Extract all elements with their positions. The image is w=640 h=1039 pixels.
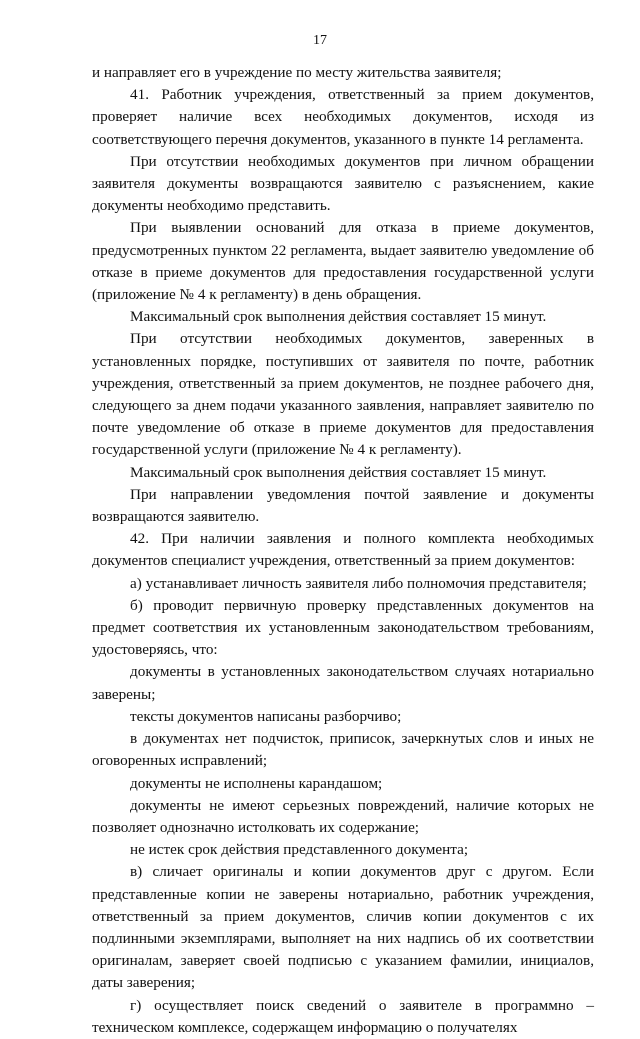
- check-no-damage: документы не имеют серьезных повреждений, наличие которых не позволяет однозначно истолковать их содержание;: [92, 796, 594, 836]
- list-item-a: а) устанавливает личность заявителя либо полномочия представителя;: [130, 574, 587, 592]
- list-item-g: г) осуществляет поиск сведений о заявителе в программно – техническом комплексе, содержащем информацию о получателях: [92, 996, 594, 1036]
- paragraph-missing-docs-personal: При отсутствии необходимых документов при личном обращении заявителя документы возвращаются заявителю с разъяснением, какие документы необходимо представить.: [92, 152, 594, 215]
- page-number: 17: [313, 33, 327, 48]
- paragraph-return-by-mail: При направлении уведомления почтой заявление и документы возвращаются заявителю.: [92, 485, 594, 526]
- paragraph-max-time-2: Максимальный срок выполнения действия составляет 15 минут.: [130, 463, 547, 481]
- paragraph-continuation: и направляет его в учреждение по месту жительства заявителя;: [92, 64, 502, 81]
- paragraph-42: 42. При наличии заявления и полного комплекта необходимых документов специалист учреждения, ответственный за прием документов:: [92, 530, 594, 570]
- paragraph-missing-docs-mail: При отсутствии необходимых документов, заверенных в установленных порядке, поступивших от заявителя по почте, работник учреждения, ответственный за прием документов, не позднее рабочего дня, следующего за днем подачи указанного заявления, направляет заявителю по почте уведомление об отказе в приеме документов для предоставления государственной услуги (приложение № 4 к регламенту).: [92, 330, 594, 459]
- list-item-b: б) проводит первичную проверку представленных документов на предмет соответствия их установленным законодательством требованиям, удостоверяясь, что:: [92, 596, 594, 659]
- check-no-pencil: документы не исполнены карандашом;: [130, 774, 383, 792]
- check-no-corrections: в документах нет подчисток, приписок, зачеркнутых слов и иных не оговоренных исправлений;: [92, 730, 594, 770]
- check-notarized: документы в установленных законодательством случаях нотариально заверены;: [92, 663, 594, 703]
- paragraph-refusal-grounds: При выявлении оснований для отказа в приеме документов, предусмотренных пунктом 22 регламента, выдает заявителю уведомление об отказе в приеме документов для предоставления государственной услуги (приложение № 4 к регламенту) в день обращения.: [92, 219, 594, 304]
- list-item-v: в) сличает оригиналы и копии документов друг с другом. Если представленные копии не заверены нотариально, работник учреждения, ответственный за прием документов, сличив копии документов с их подлинными экземплярами, выполняет на них надпись об их соответствии оригиналам, заверяет своей подписью с указанием фамилии, инициалов, даты заверения;: [92, 863, 594, 992]
- paragraph-max-time-1: Максимальный срок выполнения действия составляет 15 минут.: [130, 308, 547, 326]
- check-not-expired: не истек срок действия представленного документа;: [130, 841, 469, 859]
- paragraph-41: 41. Работник учреждения, ответственный за прием документов, проверяет наличие всех необходимых документов, исходя из соответствующего перечня документов, указанного в пункте 14 регламента.: [92, 86, 594, 148]
- check-legible: тексты документов написаны разборчиво;: [130, 707, 402, 725]
- document-body: [92, 62, 594, 1039]
